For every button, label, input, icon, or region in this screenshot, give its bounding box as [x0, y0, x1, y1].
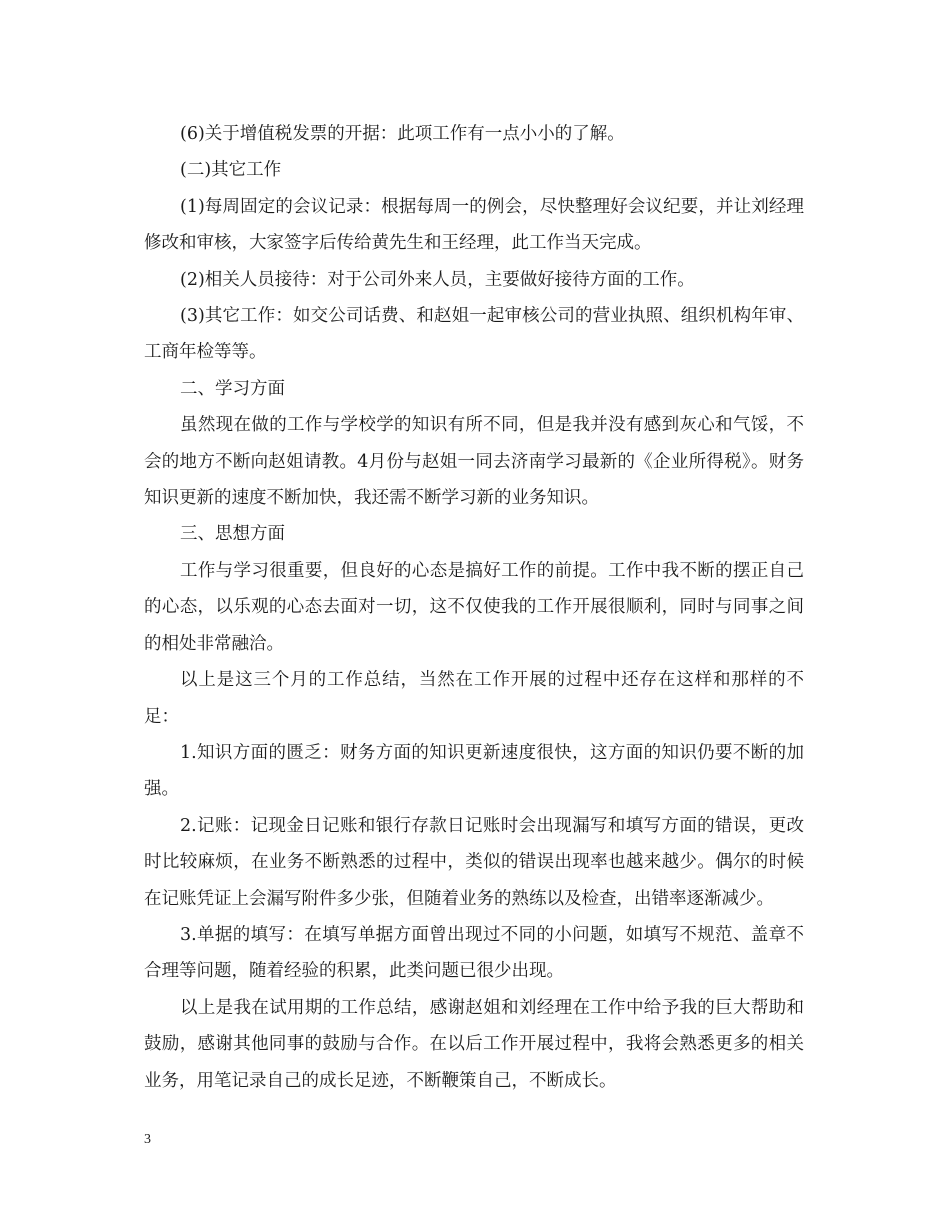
page-number: 3 [144, 1132, 151, 1147]
paragraph-thinking: 工作与学习很重要，但良好的心态是搞好工作的前提。工作中我不断的摆正自己的心态，以乐观的心态去面对一切，这不仅使我的工作开展很顺利，同时与同事之间的相处非常融洽。 [144, 560, 804, 654]
document-body [144, 116, 804, 1099]
paragraph-other-tasks: (3)其它工作：如交公司话费、和赵姐一起审核公司的营业执照、组织机构年审、工商年检等等。 [144, 306, 804, 363]
heading-thinking: 三、思想方面 [180, 524, 285, 545]
paragraph-learning: 虽然现在做的工作与学校学的知识有所不同，但是我并没有感到灰心和气馁，不会的地方不断向赵姐请教。4月份与赵姐一同去济南学习最新的《企业所得税》。财务知识更新的速度不断加快，我还需不断学习新的业务知识。 [144, 415, 804, 509]
paragraph-conclusion: 以上是我在试用期的工作总结，感谢赵姐和刘经理在工作中给予我的巨大帮助和鼓励，感谢其他同事的鼓励与合作。在以后工作开展过程中，我将会熟悉更多的相关业务，用笔记录自己的成长足迹，不断鞭策自己，不断成长。 [144, 997, 804, 1091]
paragraph-meeting-minutes: (1)每周固定的会议记录：根据每周一的例会，尽快整理好会议纪要，并让刘经理修改和审核，大家签字后传给黄先生和王经理，此工作当天完成。 [144, 196, 804, 254]
paragraph-shortcomings-intro: 以上是这三个月的工作总结，当然在工作开展的过程中还存在这样和那样的不足： [144, 670, 804, 727]
paragraph-reception: (2)相关人员接待：对于公司外来人员，主要做好接待方面的工作。 [180, 269, 695, 290]
paragraph-knowledge: 1.知识方面的匮乏：财务方面的知识更新速度很快，这方面的知识仍要不断的加强。 [144, 742, 804, 800]
heading-learning: 二、学习方面 [180, 378, 285, 399]
paragraph-bookkeeping: 2.记账：记现金日记账和银行存款日记账时会出现漏写和填写方面的错误，更改时比较麻烦，在业务不断熟悉的过程中，类似的错误出现率也越来越少。偶尔的时候在记账凭证上会漏写附件多少张，但随着业务的熟练以及检查，出错率逐渐减少。 [144, 815, 804, 909]
paragraph-documents: 3.单据的填写：在填写单据方面曾出现过不同的小问题，如填写不规范、盖章不合理等问题，随着经验的积累，此类问题已很少出现。 [144, 924, 804, 982]
heading-other-work: (二)其它工作 [180, 160, 282, 181]
paragraph-invoice-issuing: (6)关于增值税发票的开据：此项工作有一点小小的了解。 [180, 124, 625, 144]
